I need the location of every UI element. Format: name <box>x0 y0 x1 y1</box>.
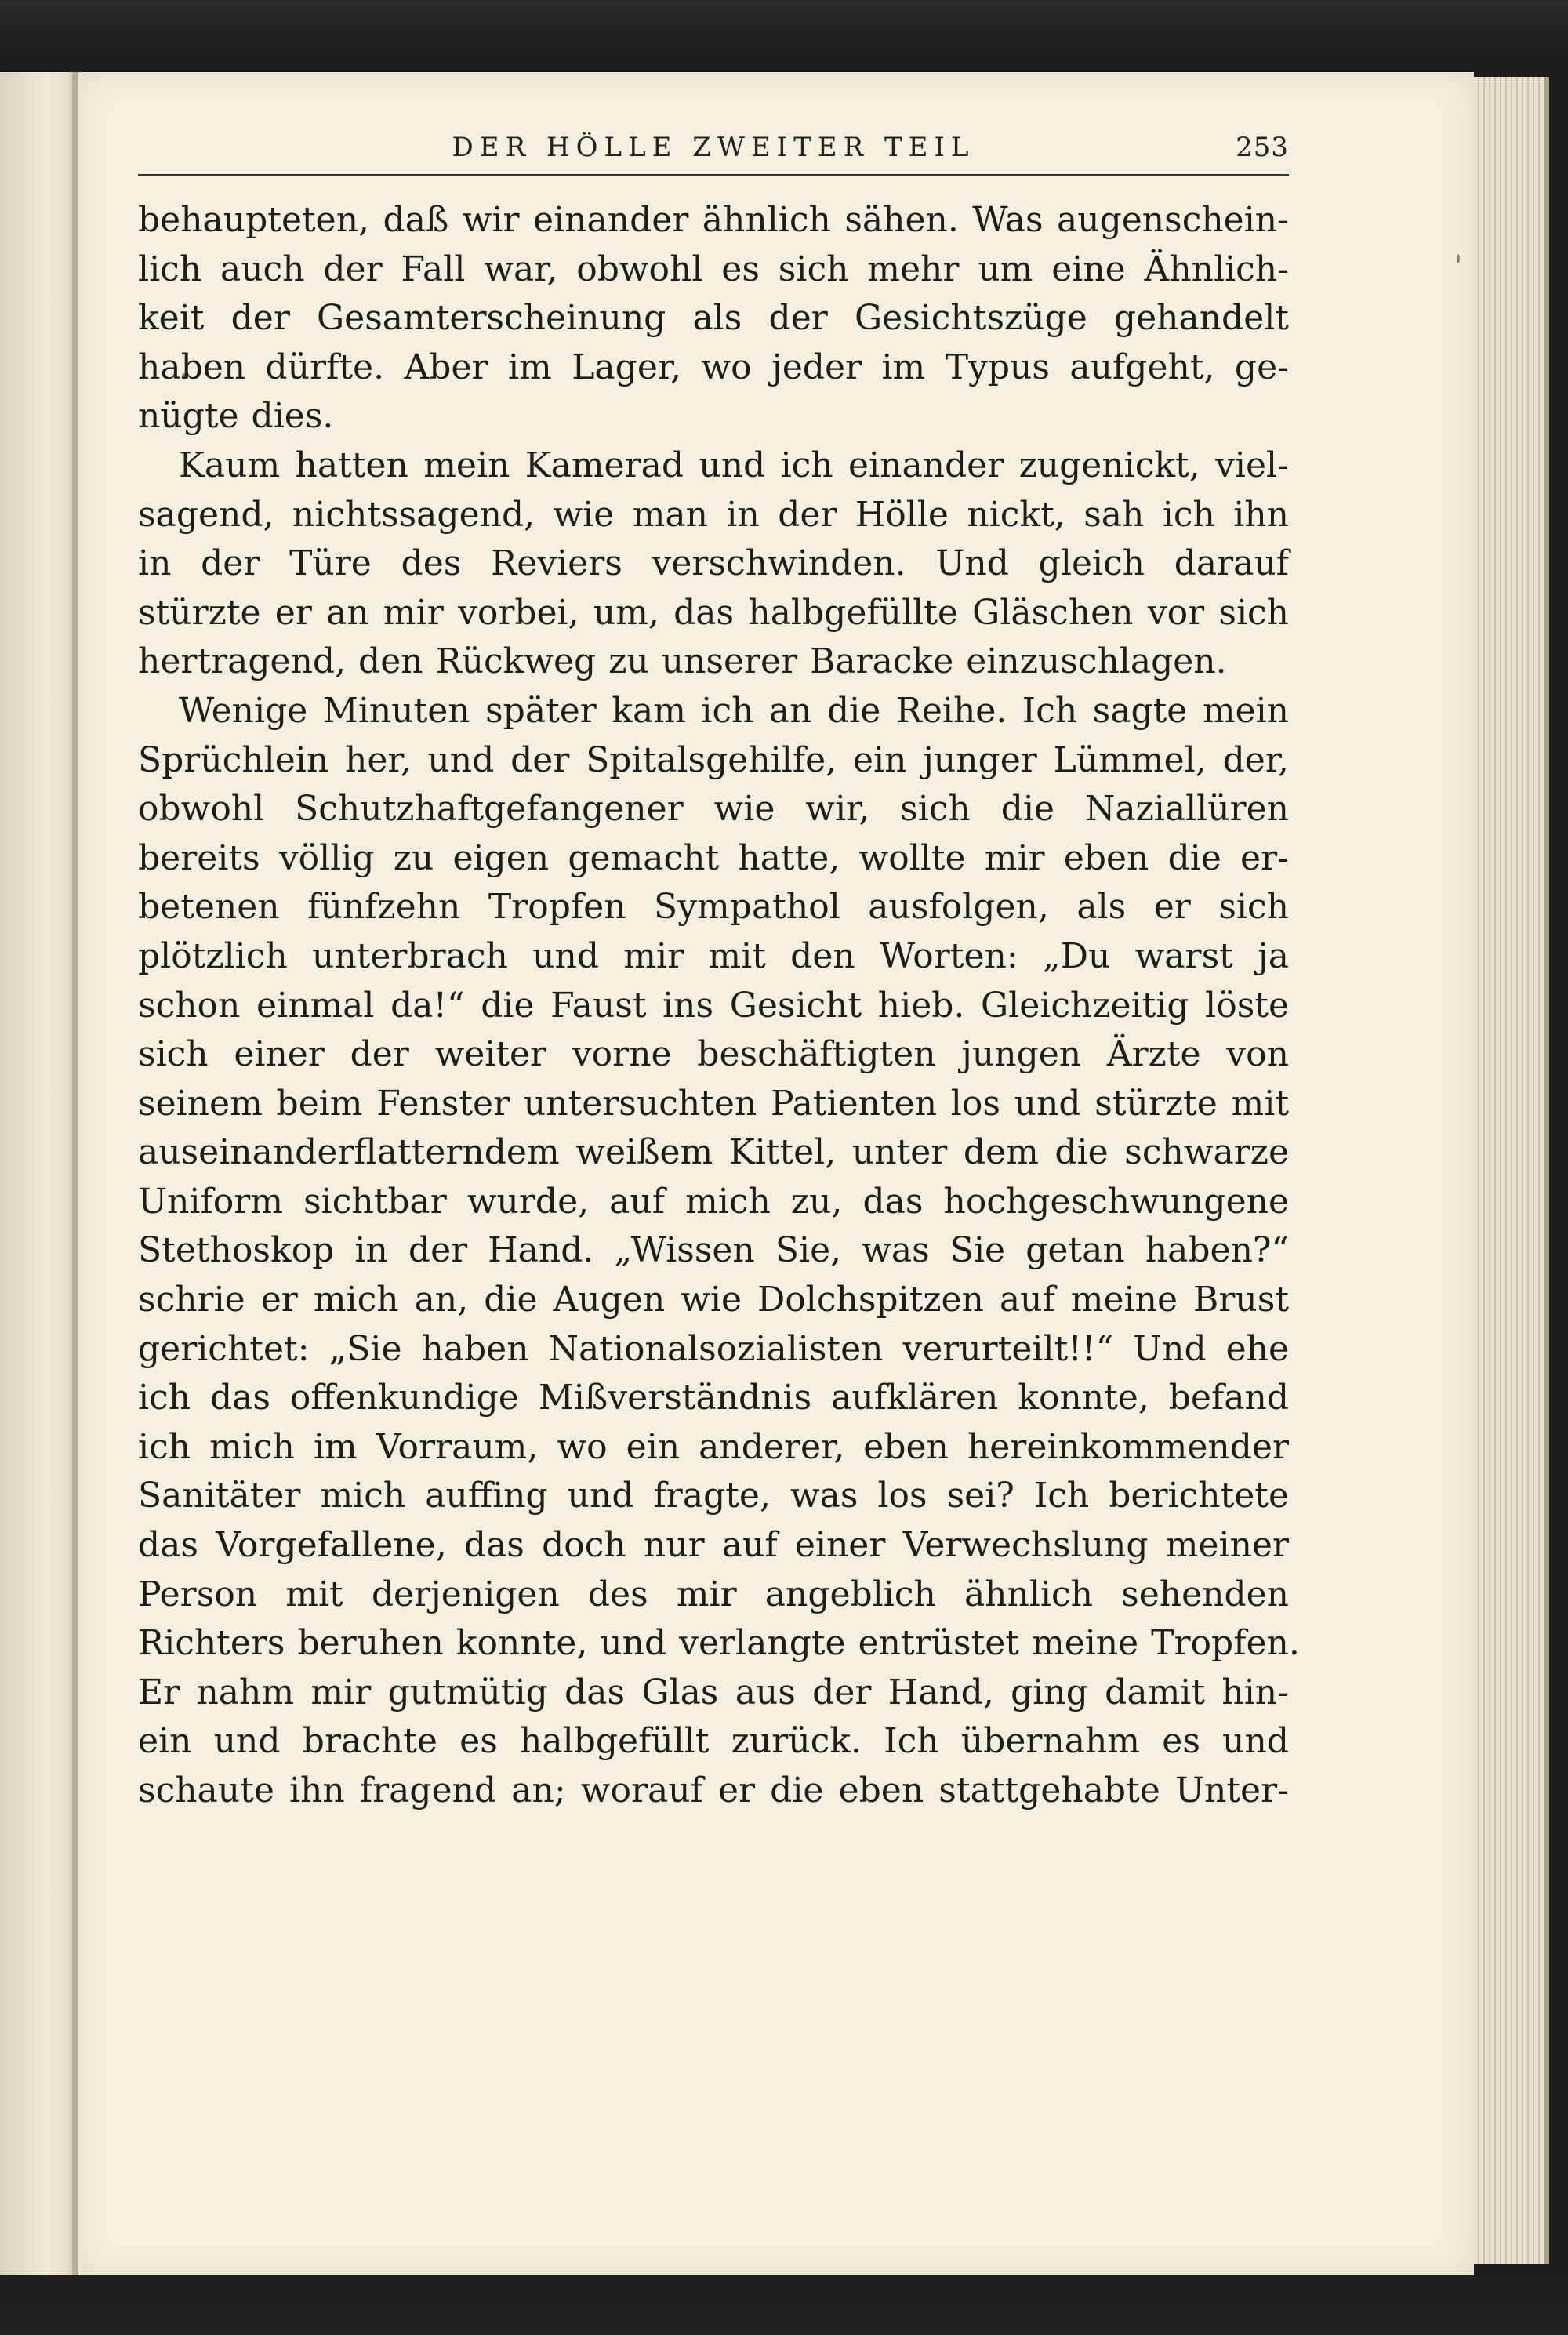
text-line: Richters beruhen konnte, und verlangte entrüstet meine Tropfen. <box>138 1623 1300 1664</box>
text-line: behaupteten, daß wir einander ähnlich sähen. Was augenschein- <box>138 200 1289 240</box>
text-line: gerichtet: „Sie haben Nationalsozialisten verurteilt!!“ Und ehe <box>138 1328 1289 1369</box>
text-line: bereits völlig zu eigen gemacht hatte, wollte mir eben die er- <box>138 837 1289 878</box>
text-line: obwohl Schutzhaftgefangener wie wir, sich die Naziallüren <box>138 789 1289 830</box>
page-number: 253 <box>1236 132 1289 163</box>
page-header <box>138 132 1289 179</box>
text-line: lich auch der Fall war, obwohl es sich mehr um eine Ähnlich- <box>138 249 1289 289</box>
text-line: haben dürfte. Aber im Lager, wo jeder im Typus aufgeht, ge- <box>138 347 1289 387</box>
text-line: betenen fünfzehn Tropfen Sympathol ausfolgen, als er sich <box>138 887 1289 928</box>
text-line: Stethoskop in der Hand. „Wissen Sie, was Sie getan haben?“ <box>138 1230 1289 1271</box>
text-line: seinem beim Fenster untersuchten Patienten los und stürzte mit <box>138 1083 1289 1124</box>
ink-speck <box>1457 254 1460 263</box>
running-title: DER HÖLLE ZWEITER TEIL <box>452 132 975 163</box>
text-line: Sanitäter mich auffing und fragte, was los sei? Ich berichtete <box>138 1476 1289 1516</box>
text-line: Person mit derjenigen des mir angeblich ähnlich sehenden <box>138 1574 1289 1614</box>
header-rule <box>138 174 1289 176</box>
text-line: ich das offenkundige Mißverständnis aufklären konnte, befand <box>138 1378 1289 1418</box>
text-line: Kaum hatten mein Kamerad und ich einander zugenickt, viel- <box>179 445 1289 485</box>
page-block-edges <box>1474 77 1549 2264</box>
text-line: ein und brachte es halbgefüllt zurück. Ich übernahm es und <box>138 1721 1289 1762</box>
text-line: das Vorgefallene, das doch nur auf einer Verwechslung meiner <box>138 1525 1289 1566</box>
text-line: Wenige Minuten später kam ich an die Reihe. Ich sagte mein <box>179 690 1289 731</box>
text-line: auseinanderflatterndem weißem Kittel, unter dem die schwarze <box>138 1132 1289 1173</box>
text-line: nügte dies. <box>138 396 334 437</box>
text-line: keit der Gesamterscheinung als der Gesichtszüge gehandelt <box>138 298 1289 339</box>
text-line: Er nahm mir gutmütig das Glas aus der Hand, ging damit hin- <box>138 1672 1289 1712</box>
text-line: stürzte er an mir vorbei, um, das halbgefüllte Gläschen vor sich <box>138 592 1289 633</box>
text-line: sich einer der weiter vorne beschäftigten jungen Ärzte von <box>138 1034 1289 1075</box>
text-line: plötzlich unterbrach und mir mit den Worten: „Du warst ja <box>138 935 1289 976</box>
text-line: schon einmal da!“ die Faust ins Gesicht hieb. Gleichzeitig löste <box>138 985 1289 1026</box>
text-line: Uniform sichtbar wurde, auf mich zu, das hochgeschwungene <box>138 1181 1289 1222</box>
text-line: Sprüchlein her, und der Spitalsgehilfe, ein junger Lümmel, der, <box>138 739 1289 780</box>
previous-page-edge <box>0 72 78 2275</box>
body-text <box>138 196 1300 1816</box>
text-line: schrie er mich an, die Augen wie Dolchspitzen auf meine Brust <box>138 1280 1289 1320</box>
text-line: ich mich im Vorraum, wo ein anderer, eben hereinkommender <box>138 1426 1289 1467</box>
text-line: sagend, nichtssagend, wie man in der Hölle nickt, sah ich ihn <box>138 494 1289 535</box>
text-line: hertragend, den Rückweg zu unserer Baracke einzuschlagen. <box>138 641 1227 682</box>
text-line: in der Türe des Reviers verschwinden. Und gleich darauf <box>138 543 1289 584</box>
text-line: schaute ihn fragend an; worauf er die eben stattgehabte Unter- <box>138 1770 1289 1810</box>
